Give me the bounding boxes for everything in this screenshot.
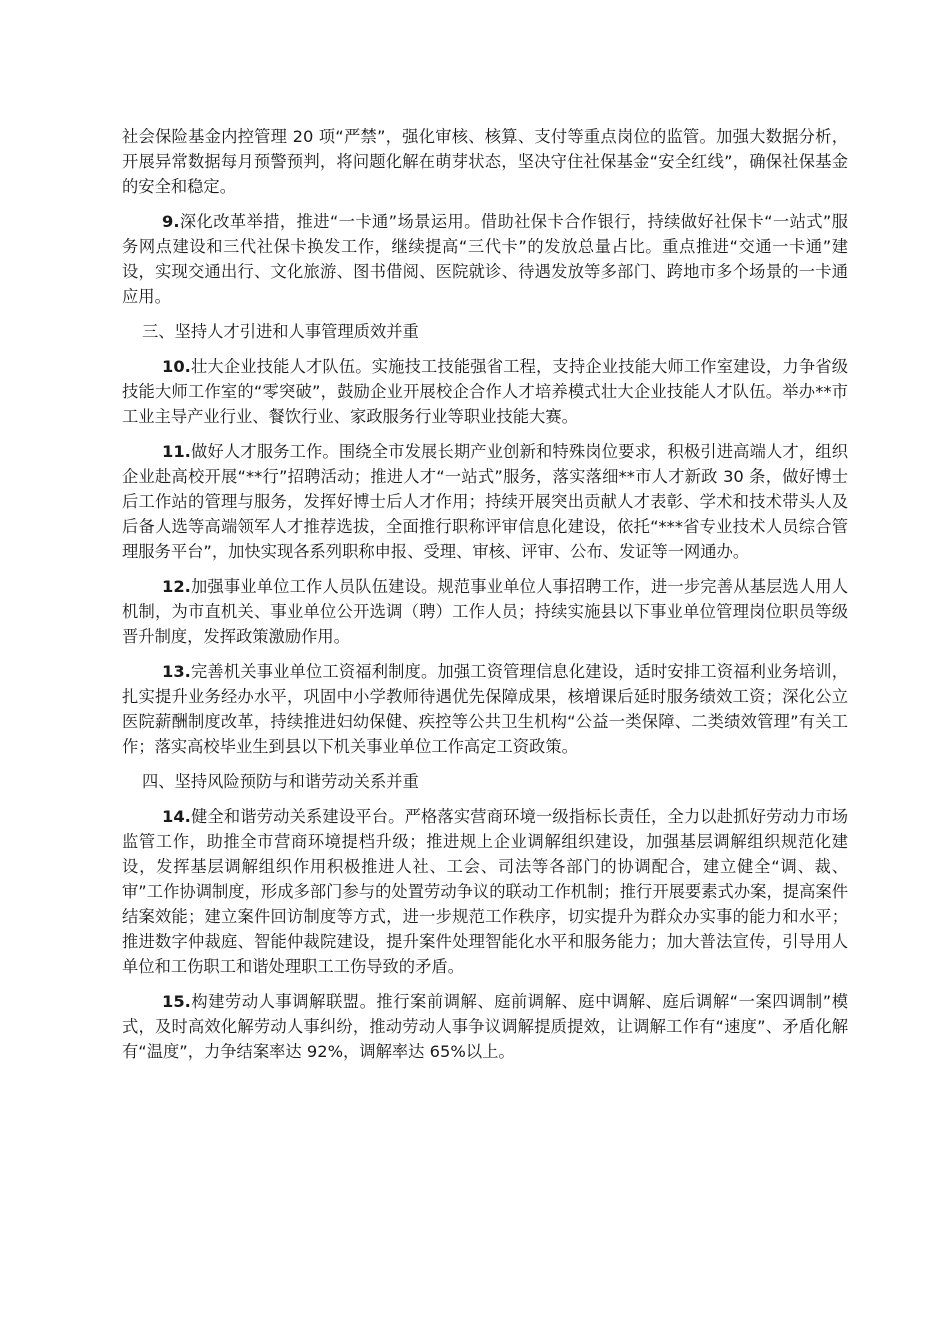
- item-number: 9.: [162, 212, 180, 231]
- heading-text: 四、坚持风险预防与和谐劳动关系并重: [142, 772, 419, 791]
- paragraph-item-12: [122, 574, 848, 649]
- item-number: 12.: [162, 577, 191, 596]
- paragraph-item-15: [122, 989, 848, 1064]
- paragraph-text: 壮大企业技能人才队伍。实施技工技能强省工程，支持企业技能大师工作室建设，力争省级技能大师工作室的“零突破”，鼓励企业开展校企合作人才培养模式壮大企业技能人才队伍。举办**市工业主导产业行业、餐饮行业、家政服务行业等职业技能大赛。: [122, 357, 848, 426]
- item-number: 14.: [162, 807, 191, 826]
- paragraph-text: 构建劳动人事调解联盟。推行案前调解、庭前调解、庭中调解、庭后调解“一案四调制”模式，及时高效化解劳动人事纠纷，推动劳动人事争议调解提质提效，让调解工作有“速度”、矛盾化解有“温度”，力争结案率达 92%，调解率达 65%以上。: [122, 992, 848, 1061]
- paragraph-item-9: [122, 209, 848, 309]
- paragraph-item-14: [122, 804, 848, 979]
- paragraph-text: 深化改革举措，推进“一卡通”场景运用。借助社保卡合作银行，持续做好社保卡“一站式”服务网点建设和三代社保卡换发工作，继续提高“三代卡”的发放总量占比。重点推进“交通一卡通”建设，实现交通出行、文化旅游、图书借阅、医院就诊、待遇发放等多部门、跨地市多个场景的一卡通应用。: [122, 212, 848, 306]
- paragraph-item-10: [122, 354, 848, 429]
- item-number: 11.: [162, 442, 191, 461]
- paragraph-text: 做好人才服务工作。围绕全市发展长期产业创新和特殊岗位要求，积极引进高端人才，组织企业赴高校开展“**行”招聘活动；推进人才“一站式”服务，落实落细**市人才新政 30 条，做好博士后工作站的管理与服务，发挥好博士后人才作用；持续开展突出贡献人才表彰、学术和技术带头人及后备人选等高端领军人才推荐选拔，全面推行职称评审信息化建设，依托“***省专业技术人员综合管理服务平台”，加快实现各系列职称申报、受理、审核、评审、公布、发证等一网通办。: [122, 442, 848, 561]
- paragraph-item-13: [122, 659, 848, 759]
- heading-text: 三、坚持人才引进和人事管理质效并重: [142, 322, 419, 341]
- paragraph-item-11: [122, 439, 848, 564]
- paragraph-text: 完善机关事业单位工资福利制度。加强工资管理信息化建设，适时安排工资福利业务培训，扎实提升业务经办水平，巩固中小学教师待遇优先保障成果，核增课后延时服务绩效工资；深化公立医院薪酬制度改革，持续推进妇幼保健、疾控等公共卫生机构“公益一类保障、二类绩效管理”有关工作；落实高校毕业生到县以下机关事业单位工作高定工资政策。: [122, 662, 848, 756]
- section-heading-3: [122, 319, 848, 344]
- paragraph-text: 社会保险基金内控管理 20 项“严禁”，强化审核、核算、支付等重点岗位的监管。加强大数据分析，开展异常数据每月预警预判，将问题化解在萌芽状态，坚决守住社保基金“安全红线”，确保社保基金的安全和稳定。: [122, 127, 848, 196]
- item-number: 13.: [162, 662, 191, 681]
- document-body: [122, 124, 848, 1074]
- paragraph-text: 健全和谐劳动关系建设平台。严格落实营商环境一级指标长责任，全力以赴抓好劳动力市场监管工作，助推全市营商环境提档升级；推进规上企业调解组织建设，加强基层调解组织规范化建设，发挥基层调解组织作用积极推进人社、工会、司法等各部门的协调配合，建立健全“调、裁、审”工作协调制度，形成多部门参与的处置劳动争议的联动工作机制；推行开展要素式办案，提高案件结案效能；建立案件回访制度等方式，进一步规范工作秩序，切实提升为群众办实事的能力和水平；推进数字仲裁庭、智能仲裁院建设，提升案件处理智能化水平和服务能力；加大普法宣传，引导用人单位和工伤职工和谐处理职工工伤导致的矛盾。: [122, 807, 848, 976]
- paragraph-continuation: [122, 124, 848, 199]
- section-heading-4: [122, 769, 848, 794]
- item-number: 15.: [162, 992, 191, 1011]
- item-number: 10.: [162, 357, 191, 376]
- paragraph-text: 加强事业单位工作人员队伍建设。规范事业单位人事招聘工作，进一步完善从基层选人用人机制，为市直机关、事业单位公开选调（聘）工作人员；持续实施县以下事业单位管理岗位职员等级晋升制度，发挥政策激励作用。: [122, 577, 848, 646]
